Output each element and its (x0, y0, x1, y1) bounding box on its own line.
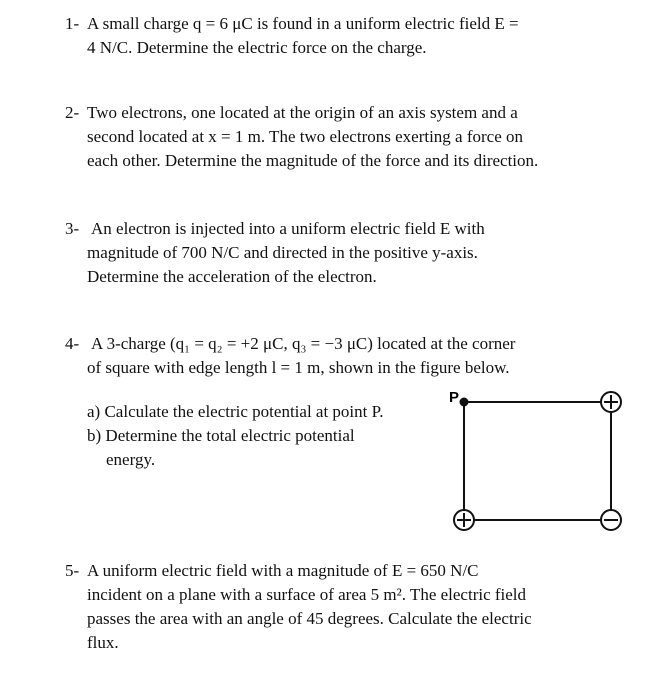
charge-bottom-right (601, 510, 621, 530)
problem-3-line-1: An electron is injected into a uniform electric field E with (91, 219, 485, 238)
problem-4-line-2: of square with edge length l = 1 m, shown in the figure below. (87, 358, 510, 377)
problem-3-line-2: magnitude of 700 N/C and directed in the positive y-axis. (87, 243, 478, 262)
problem-1-line-1: A small charge q = 6 μC is found in a uniform electric field E = (87, 14, 519, 33)
charge-bottom-left (454, 510, 474, 530)
problem-4-part-b-cont: energy. (106, 450, 156, 469)
point-p-dot (460, 398, 469, 407)
square-outline (464, 402, 611, 520)
problem-2-number: 2- (65, 103, 80, 122)
problem-2-line-3: each other. Determine the magnitude of the force and its direction. (87, 151, 539, 170)
problem-3-line-3: Determine the acceleration of the electron. (87, 267, 377, 286)
charge-square-figure (440, 385, 640, 545)
problem-5-line-3: passes the area with an angle of 45 degrees. Calculate the electric (87, 609, 532, 628)
problem-5-line-1: A uniform electric field with a magnitude of E = 650 N/C (87, 561, 479, 580)
problem-5-line-4: flux. (87, 633, 119, 652)
problem-5-line-2: incident on a plane with a surface of area 5 m². The electric field (87, 585, 527, 604)
problem-3-number: 3- (65, 219, 80, 238)
point-p-label: P (449, 389, 460, 406)
problem-1-line-2: 4 N/C. Determine the electric force on the charge. (87, 38, 427, 57)
charge-top-right (601, 392, 621, 412)
problem-4-line-1: A 3-charge (q₁ = q₂ = +2 μC, q₃ = −3 μC) located at the corner (91, 334, 516, 353)
problem-2-line-2: second located at x = 1 m. The two electrons exerting a force on (87, 127, 524, 146)
problem-4-part-b: b) Determine the total electric potential (87, 426, 355, 445)
problem-4-part-a: a) Calculate the electric potential at point P. (87, 402, 384, 421)
problem-1-number: 1- (65, 14, 80, 33)
problem-4-number: 4- (65, 334, 80, 353)
problem-5-number: 5- (65, 561, 80, 580)
problem-2-line-1: Two electrons, one located at the origin of an axis system and a (87, 103, 518, 122)
